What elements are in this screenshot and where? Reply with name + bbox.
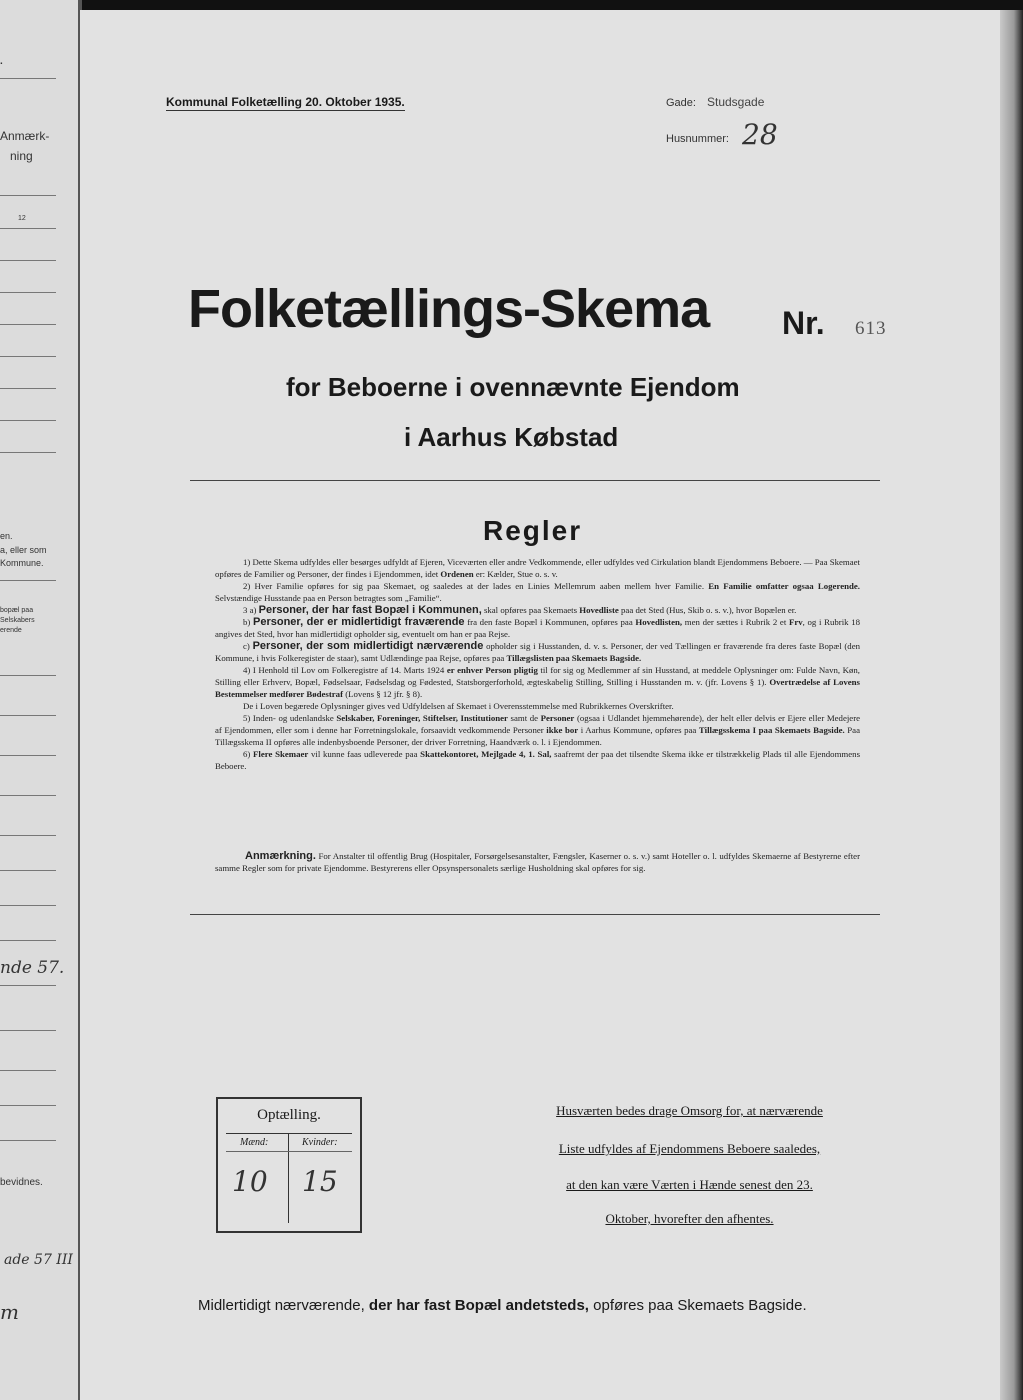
divider [190, 480, 880, 481]
footer-note: Midlertidigt nærværende, der har fast Bopæl andetsteds, opføres paa Skemaets Bagside. [198, 1297, 807, 1314]
left-page-note: bevidnes. [0, 1177, 43, 1188]
rule-3b: b) Personer, der er midlertidigt fraværende fra den faste Bopæl i Kommunen, opføres paa Hovedlisten, men der sættes i Rubrik 2 et Frv, og i Rubrik 18 angives det Sted, hvor han midlertidigt opholder sig, eventuelt om han er paa Rejse. [215, 616, 860, 639]
count-box-rule [226, 1133, 352, 1134]
left-page-note: Selskabers [0, 617, 35, 624]
left-page-rule [0, 835, 56, 836]
left-facing-page [0, 0, 78, 1400]
left-page-rule [0, 580, 56, 581]
census-line: Kommunal Folketælling 20. Oktober 1935. [166, 95, 405, 109]
left-page-note: en. [0, 531, 13, 541]
men-count: 10 [232, 1165, 268, 1198]
men-label: Mænd: [240, 1137, 269, 1148]
left-page-handwriting: nde 57. [0, 958, 65, 978]
left-page-rule [0, 1105, 56, 1106]
left-page-note: bopæl paa [0, 607, 34, 614]
rules-text [215, 556, 860, 772]
left-page-note: Kommune. [0, 558, 44, 568]
left-page-rule [0, 1140, 56, 1141]
left-page-rule [0, 78, 56, 79]
street-label: Gade: [666, 97, 696, 109]
landlord-notice-line: at den kan være Værten i Hænde senest den 23. [566, 1177, 813, 1192]
left-page-rule [0, 388, 56, 389]
left-page-dot: . [0, 56, 3, 67]
form-subtitle: for Beboerne i ovennævnte Ejendom [286, 372, 740, 402]
women-count: 15 [302, 1165, 338, 1198]
landlord-notice-line: Husværten bedes drage Omsorg for, at nærværende [556, 1103, 823, 1118]
house-number-value: 28 [742, 118, 778, 151]
left-page-rule [0, 292, 56, 293]
landlord-notice-line: Liste udfyldes af Ejendommens Beboere saaledes, [558, 1141, 821, 1156]
left-page-note: a, eller som [0, 545, 47, 555]
form-number-value: 613 [855, 318, 887, 339]
remark-body: For Anstalter til offentlig Brug (Hospitaler, Forsørgelsesanstalter, Fængsler, Kaserner o. s. v.) samt Hoteller o. l. udfyldes Skemaerne af Bestyrerne efter samme Regler som for private Ejendomme. Bestyrerens eller Opsynspersonalets særlige Husholdning skal opføres for sig. [215, 851, 861, 873]
landlord-notice-line: Oktober, hvorefter den afhentes. [605, 1211, 774, 1226]
rules-heading: Regler [483, 515, 583, 546]
rule-4-note: De i Loven begærede Oplysninger gives ved Udfyldelsen af Skemaet i Overensstemmelse med Rubrikkernes Overskrifter. [243, 701, 674, 711]
form-location: i Aarhus Købstad [404, 422, 619, 452]
form-number-label: Nr. [782, 305, 825, 341]
count-box-title: Optælling. [257, 1107, 321, 1123]
count-box [216, 1097, 362, 1233]
rule-3a: 3 a) Personer, der har fast Bopæl i Kommunen, skal opføres paa Skemaets Hovedliste paa det Sted (Hus, Skib o. s. v.), hvor Bopælen er. [243, 604, 797, 616]
left-page-rule [0, 985, 56, 986]
left-page-rule [0, 228, 56, 229]
left-page-rule [0, 905, 56, 906]
rule-4: 4) I Henhold til Lov om Folkeregistre af 14. Marts 1924 er enhver Person pligtig til for sig og Medlemmer af sin Husstand, at meddele Oplysninger om: Fulde Navn, Køn, Stilling eller Erhverv, Bopæl, Fødselsaar, Fødselsdag og Fødested, Statsborgerforhold, ægteskabelig Stilling, Stilling i Husstanden m. v. (jfr. Lovens § 1). Overtrædelse af Lovens Bestemmelser medfører Bødestraf (Lovens § 12 jfr. § 8). [215, 665, 861, 699]
rule-5: 5) Inden- og udenlandske Selskaber, Foreninger, Stiftelser, Institutioner samt de Personer (ogsaa i Udlandet hjemmehørende), der helt eller delvis er Ejere eller Medejere af Ejendommen, eller som i denne har Forretningslokale, forsaavidt vedkommende Personer ikke bor i Aarhus Kommune, opføres paa Tillægsskema I paa Skemaets Bagside. Paa Tillægsskema II opføres alle indenbysboende Personer, der driver Forretning, Haandværk o. l. i Ejendommen. [215, 713, 861, 747]
women-label: Kvinder: [302, 1137, 338, 1148]
count-box-divider [288, 1133, 289, 1223]
house-number-label: Husnummer: [666, 133, 729, 145]
left-page-col-number: 12 [18, 215, 26, 222]
left-page-rule [0, 356, 56, 357]
left-page-note: erende [0, 627, 22, 634]
rule-3c: c) Personer, der som midlertidigt nærværende opholder sig i Husstanden, d. v. s. Personer, der ved Tællingen er fraværende fra deres faste Bopæl (den Kommune, i hvis Folkeregister de staar), samt Udlændinge paa Rejse, opføres paa Tillægslisten paa Skemaets Bagside. [215, 640, 861, 663]
left-page-rule [0, 1070, 56, 1071]
left-page-rule [0, 420, 56, 421]
rule-6: 6) Flere Skemaer vil kunne faas udleverede paa Skattekontoret, Mejlgade 4, 1. Sal, saafremt der paa det tilsendte Skema ikke er tilstrækkelig Plads til alle Ejendommens Beboere. [215, 749, 860, 771]
left-page-rule [0, 755, 56, 756]
rule-2: 2) Hver Familie opføres for sig paa Skemaet, og saaledes at der lades en Linies Mellemrum aaben mellem hver Familie. En Familie omfatter ogsaa Logerende. Selvstændige Husstande paa en Person betragtes som „Familie“. [215, 581, 860, 603]
left-page-rule [0, 675, 56, 676]
divider [190, 914, 880, 915]
left-page-rule [0, 870, 56, 871]
left-page-rule [0, 260, 56, 261]
left-page-rule [0, 195, 56, 196]
left-page-rule [0, 452, 56, 453]
remark-text [215, 850, 860, 874]
left-page-rule [0, 795, 56, 796]
remark-label: Anmærkning. [245, 850, 316, 862]
left-page-rule [0, 324, 56, 325]
count-box-rule [226, 1151, 352, 1152]
left-page-handwriting: ade 57 III [4, 1252, 73, 1268]
page-edge [1000, 10, 1023, 1400]
left-page-rule [0, 940, 56, 941]
left-page-handwriting: m [0, 1300, 19, 1324]
left-page-heading: ning [10, 149, 33, 163]
left-page-rule [0, 715, 56, 716]
street-value: Studsgade [707, 95, 765, 109]
left-page-heading: Anmærk- [0, 129, 50, 143]
left-page-rule [0, 1030, 56, 1031]
rule-1: 1) Dette Skema udfyldes eller besørges udfyldt af Ejeren, Viceværten eller andre Vedkommende, eller udfyldes ved Cirkulation blandt Ejendommens Beboere. — Paa Skemaet opføres de Familier og Personer, der findes i Ejendommen, idet Ordenen er: Kælder, Stue o. s. v. [215, 557, 860, 579]
form-title: Folketællings-Skema [188, 279, 710, 339]
